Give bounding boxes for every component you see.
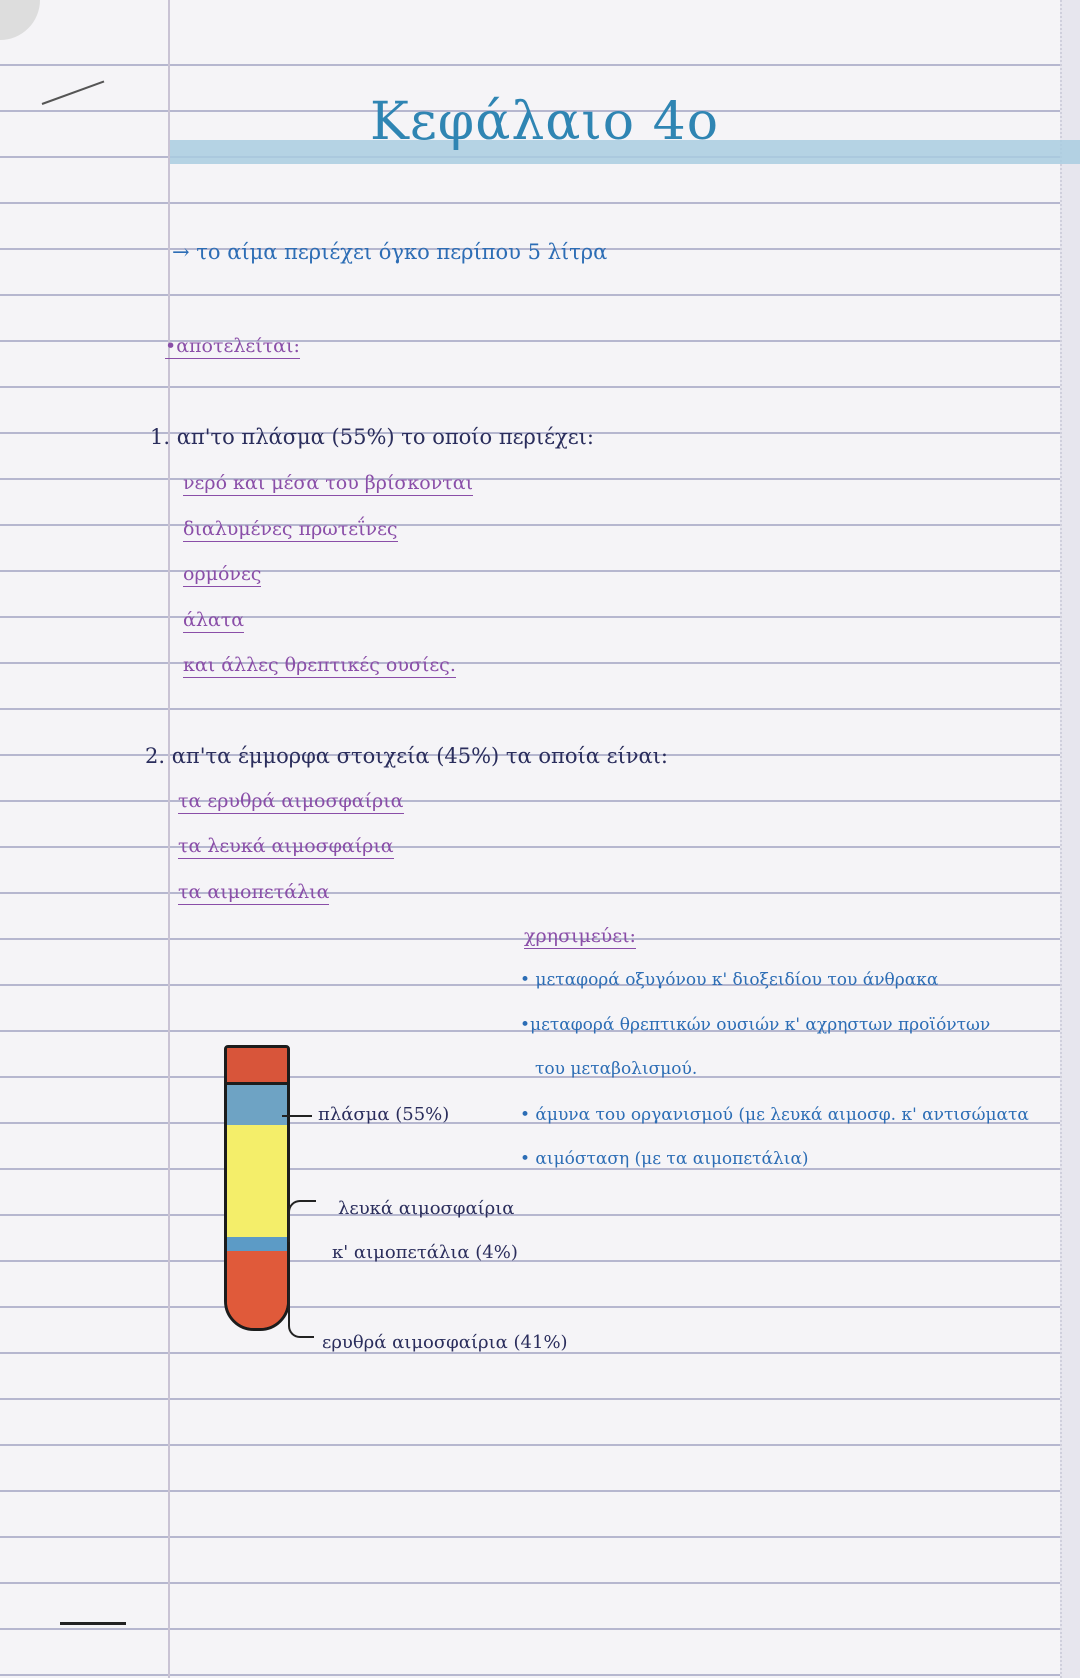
uses-item: • μεταφορά οξυγόνου κ' διοξειδίου του άνθρακα	[520, 970, 939, 990]
uses-item: • αιμόσταση (με τα αιμοπετάλια)	[520, 1149, 809, 1169]
wbc-label-line1: λευκά αιμοσφαίρια	[338, 1198, 515, 1219]
section1-item: ορμόνες	[183, 563, 262, 585]
intro-line: → το αίμα περιέχει όγκο περίπου 5 λίτρα	[172, 240, 608, 264]
section1-item: διαλυμένες πρωτεΐνες	[183, 518, 398, 540]
tube-rbc	[227, 1251, 287, 1331]
pencil-mark	[42, 80, 105, 104]
section2-item: τα ερυθρά αιμοσφαίρια	[178, 790, 404, 812]
section1-item: νερό και μέσα του βρίσκονται	[183, 472, 474, 494]
arrow-rbc	[288, 1290, 314, 1338]
page-corner	[0, 0, 40, 40]
section2-item: τα αιμοπετάλια	[178, 881, 330, 903]
section1-item: άλατα	[183, 609, 245, 631]
rbc-label: ερυθρά αιμοσφαίρια (41%)	[322, 1332, 568, 1353]
page-title: Κεφάλαιο 4ο	[370, 92, 719, 152]
arrow-wbc	[288, 1200, 316, 1242]
arrow-plasma	[282, 1115, 312, 1157]
tube-cap	[227, 1048, 287, 1085]
section2-item: τα λευκά αιμοσφαίρια	[178, 835, 394, 857]
wbc-label-line2: κ' αιμοπετάλια (4%)	[332, 1242, 518, 1263]
section1-item: και άλλες θρεπτικές ουσίες.	[183, 654, 456, 676]
blood-tube-diagram	[224, 1045, 290, 1331]
tube-plasma	[227, 1125, 287, 1237]
uses-item: •μεταφορά θρεπτικών ουσιών κ' αχρηστων προϊόντων	[520, 1015, 991, 1035]
section2-heading: 2. απ'τα έμμορφα στοιχεία (45%) τα οποία είναι:	[145, 744, 668, 768]
tube-wbc-band	[227, 1237, 287, 1251]
page-edge	[1060, 0, 1080, 1678]
tube-air	[227, 1085, 287, 1125]
margin-line	[168, 0, 170, 1678]
consists-label: •αποτελείται:	[165, 335, 300, 357]
uses-item: του μεταβολισμού.	[535, 1059, 698, 1079]
section1-heading: 1. απ'το πλάσμα (55%) το οποίο περιέχει:	[150, 425, 594, 449]
pen-mark	[60, 1622, 126, 1625]
uses-heading: χρησιμεύει:	[524, 925, 636, 947]
uses-item: • άμυνα του οργανισμού (με λευκά αιμοσφ. κ' αντισώματα	[520, 1105, 1029, 1125]
plasma-label: πλάσμα (55%)	[318, 1104, 450, 1125]
